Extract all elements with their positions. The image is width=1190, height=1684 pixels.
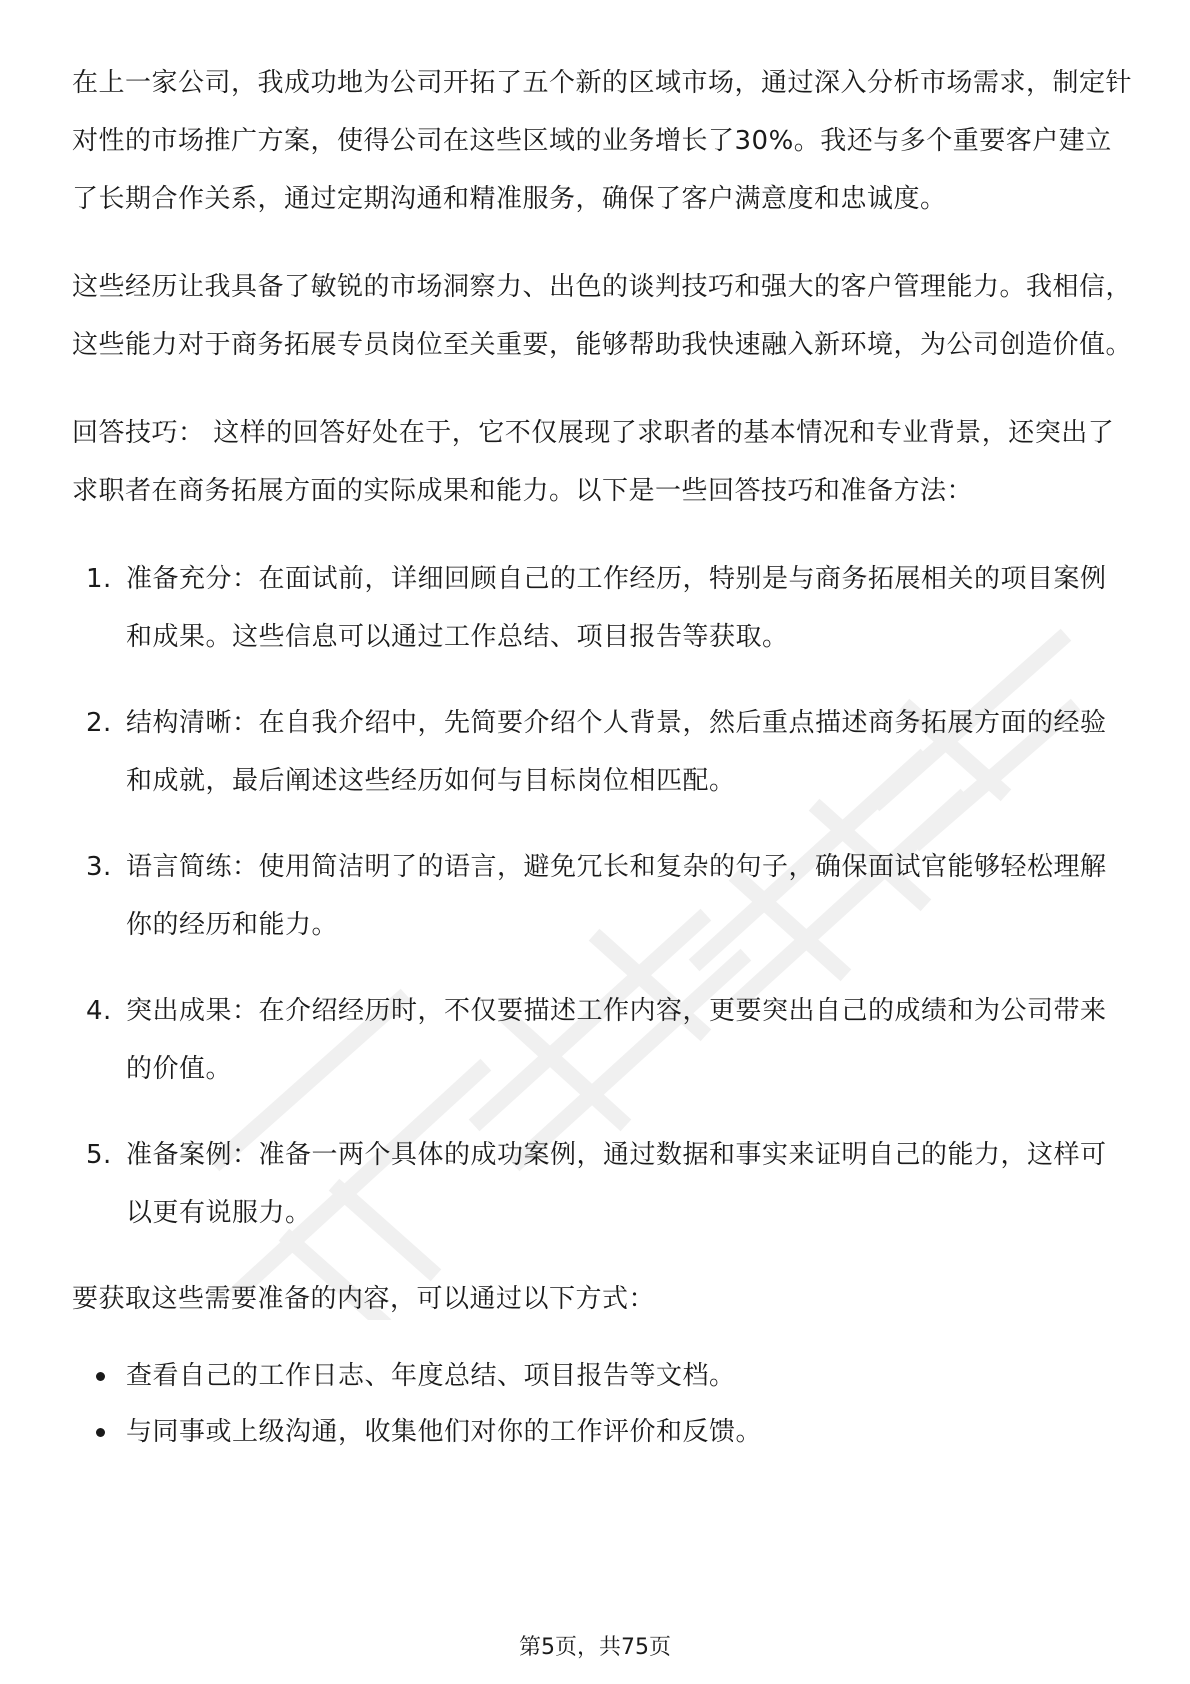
list-item — [72, 838, 1132, 954]
list-item-text: 语言简练：使用简洁明了的语言，避免冗长和复杂的句子，确保面试官能够轻松理解你的经历和能力。 — [126, 852, 1107, 940]
list-number: 2. — [86, 708, 112, 738]
list-number: 5. — [86, 1140, 112, 1170]
list-item-text: 准备充分：在面试前，详细回顾自己的工作经历，特别是与商务拓展相关的项目案例和成果。这些信息可以通过工作总结、项目报告等获取。 — [126, 564, 1107, 652]
bullet-item-text: 查看自己的工作日志、年度总结、项目报告等文档。 — [126, 1361, 736, 1391]
document-content — [72, 54, 1132, 1460]
bullet-dot-icon — [96, 1372, 105, 1381]
bullet-item-text: 与同事或上级沟通，收集他们对你的工作评价和反馈。 — [126, 1417, 763, 1447]
list-item-text: 突出成果：在介绍经历时，不仅要描述工作内容，更要突出自己的成绩和为公司带来的价值。 — [126, 996, 1107, 1084]
paragraph-ways-intro: 要获取这些需要准备的内容，可以通过以下方式： — [72, 1284, 656, 1314]
list-item — [72, 550, 1132, 666]
list-item-text: 结构清晰：在自我介绍中，先简要介绍个人背景，然后重点描述商务拓展方面的经验和成就，最后阐述这些经历如何与目标岗位相匹配。 — [126, 708, 1107, 796]
bullet-item — [72, 1348, 1132, 1404]
page-footer: 第5页，共75页 — [519, 1635, 671, 1660]
paragraph-experience: 在上一家公司，我成功地为公司开拓了五个新的区域市场，通过深入分析市场需求，制定针对性的市场推广方案，使得公司在这些区域的业务增长了30%。我还与多个重要客户建立了长期合作关系，通过定期沟通和精准服务，确保了客户满意度和忠诚度。 — [72, 68, 1133, 214]
list-item-text: 准备案例：准备一两个具体的成功案例，通过数据和事实来证明自己的能力，这样可以更有说服力。 — [126, 1140, 1107, 1228]
list-number: 4. — [86, 996, 112, 1026]
bullet-dot-icon — [96, 1428, 105, 1437]
paragraph-abilities: 这些经历让我具备了敏锐的市场洞察力、出色的谈判技巧和强大的客户管理能力。我相信，这些能力对于商务拓展专员岗位至关重要，能够帮助我快速融入新环境，为公司创造价值。 — [72, 272, 1133, 360]
list-number: 1. — [86, 564, 112, 594]
ways-list — [72, 1348, 1132, 1460]
list-item — [72, 1126, 1132, 1242]
tips-list — [72, 550, 1132, 1242]
list-item — [72, 982, 1132, 1098]
list-number: 3. — [86, 852, 112, 882]
bullet-item — [72, 1404, 1132, 1460]
list-item — [72, 694, 1132, 810]
paragraph-answer-tips: 回答技巧： 这样的回答好处在于，它不仅展现了求职者的基本情况和专业背景，还突出了求职者在商务拓展方面的实际成果和能力。以下是一些回答技巧和准备方法： — [72, 418, 1115, 506]
